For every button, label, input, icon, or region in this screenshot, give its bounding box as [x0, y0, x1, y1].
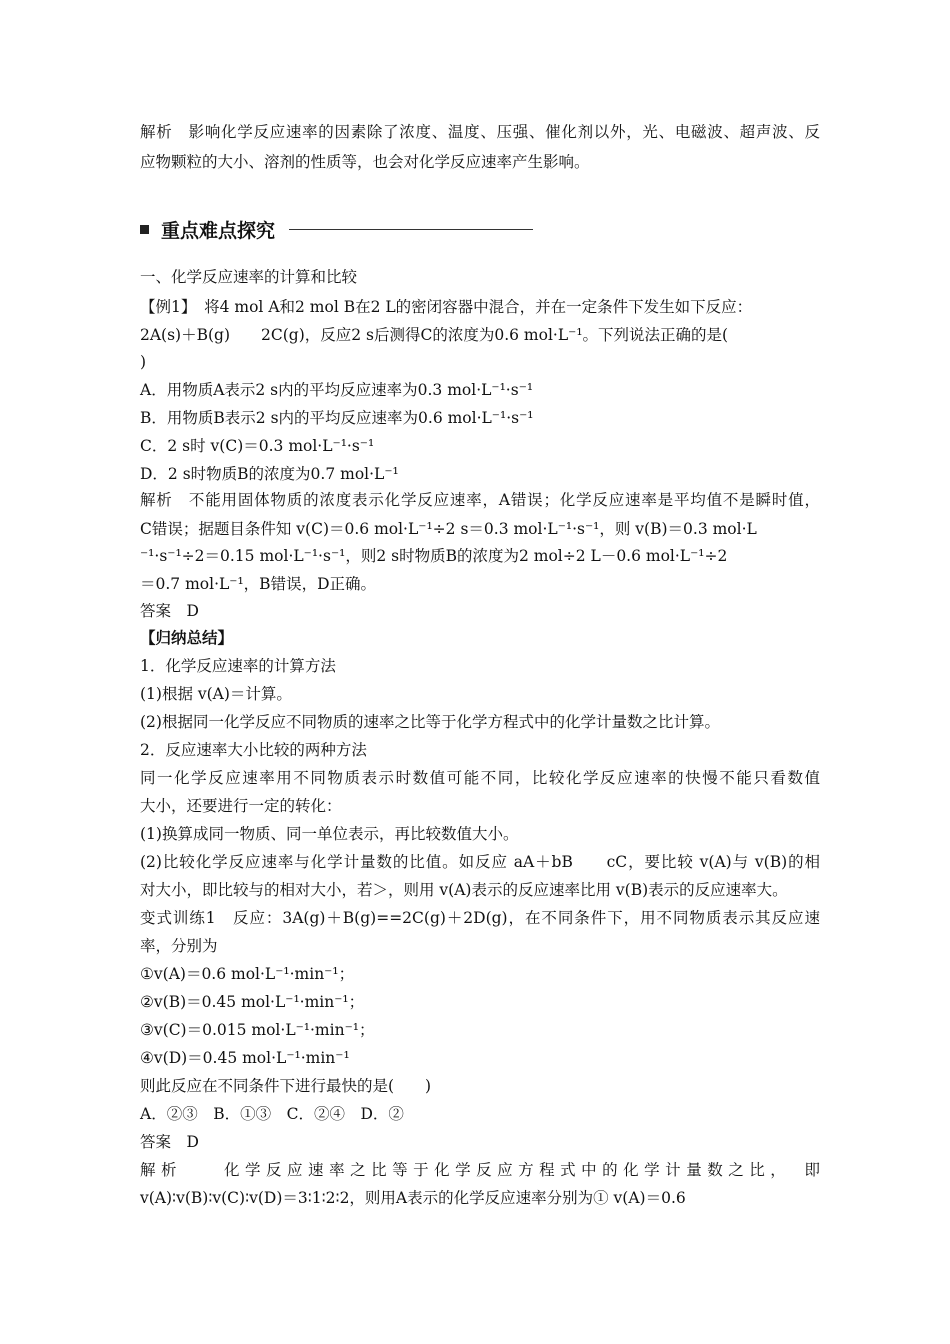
analysis-line-3: ⁻¹·s⁻¹÷2＝0.15 mol·L⁻¹·s⁻¹，则2 s时物质B的浓度为2 mol÷2 L－0.6 mol·L⁻¹÷2	[140, 547, 728, 565]
subsection-heading: 一、化学反应速率的计算和比较	[140, 268, 358, 286]
analysis-line-4: ＝0.7 mol·L⁻¹，B错误，D正确。	[140, 575, 376, 593]
summary-text-1: 同一化学反应速率用不同物质表示时数值可能不同，比较化学反应速率的快慢不能只看数值	[140, 769, 820, 787]
exercise-1-question-cont: 率，分别为	[140, 937, 218, 955]
summary-text-2: 大小，还要进行一定的转化：	[140, 797, 342, 815]
summary-item-1-2: (2)根据同一化学反应不同物质的速率之比等于化学方程式中的化学计量数之比计算。	[140, 713, 720, 731]
section-header	[140, 214, 533, 244]
example-1-equation: 2A(s)＋B(g) 2C(g)，反应2 s后测得C的浓度为0.6 mol·L⁻¹。下列说法正确的是(	[140, 326, 729, 344]
exercise-1-question: 变式训练1 反应：3A(g)＋B(g)==2C(g)＋2D(g)，在不同条件下，用不同物质表示其反应速	[140, 909, 820, 927]
example-1-paren: )	[140, 353, 147, 371]
option-a: A．用物质A表示2 s内的平均反应速率为0.3 mol·L⁻¹·s⁻¹	[140, 381, 534, 399]
exercise-1-prompt: 则此反应在不同条件下进行最快的是( )	[140, 1077, 432, 1095]
intro-line-1: 解析 影响化学反应速率的因素除了浓度、温度、压强、催化剂以外，光、电磁波、超声波、反	[140, 123, 820, 141]
section-rule	[289, 229, 533, 230]
summary-item-2-2-cont: 对大小，即比较与的相对大小，若＞，则用 v(A)表示的反应速率比用 v(B)表示的反应速率大。	[140, 881, 788, 899]
summary-heading: 【归纳总结】	[140, 628, 234, 647]
exercise-1-rate-1: ①v(A)＝0.6 mol·L⁻¹·min⁻¹；	[140, 965, 355, 983]
summary-item-2-1: (1)换算成同一物质、同一单位表示，再比较数值大小。	[140, 825, 519, 843]
summary-item-2: 2．反应速率大小比较的两种方法	[140, 741, 367, 759]
section-title: 重点难点探究	[161, 219, 276, 242]
answer-2: 答案 D	[140, 1133, 199, 1151]
option-c: C．2 s时 v(C)＝0.3 mol·L⁻¹·s⁻¹	[140, 437, 375, 455]
intro-line-2: 应物颗粒的大小、溶剂的性质等，也会对化学反应速率产生影响。	[140, 153, 590, 171]
analysis-line-1: 解析 不能用固体物质的浓度表示化学反应速率，A错误；化学反应速率是平均值不是瞬时值，	[140, 491, 820, 509]
summary-item-1-1: (1)根据 v(A)＝计算。	[140, 685, 292, 703]
analysis-2-line-1: 解析 化学反应速率之比等于化学反应方程式中的化学计量数之比， 即	[140, 1161, 820, 1179]
option-d: D．2 s时物质B的浓度为0.7 mol·L⁻¹	[140, 465, 399, 483]
example-1-question: 【例1】 将4 mol A和2 mol B在2 L的密闭容器中混合，并在一定条件下发生如下反应：	[140, 298, 753, 316]
square-bullet-icon	[140, 225, 149, 234]
summary-item-1: 1．化学反应速率的计算方法	[140, 657, 336, 675]
exercise-1-options: A．②③ B．①③ C．②④ D．②	[140, 1105, 404, 1123]
summary-item-2-2: (2)比较化学反应速率与化学计量数的比值。如反应 aA＋bB cC，要比较 v(A)与 v(B)的相	[140, 853, 820, 871]
exercise-1-rate-4: ④v(D)＝0.45 mol·L⁻¹·min⁻¹	[140, 1049, 350, 1067]
analysis-2-line-2: v(A)∶v(B)∶v(C)∶v(D)＝3∶1∶2∶2，则用A表示的化学反应速率分别为① v(A)＝0.6	[140, 1189, 686, 1207]
analysis-line-2: C错误；据题目条件知 v(C)＝0.6 mol·L⁻¹÷2 s＝0.3 mol·L⁻¹·s⁻¹，则 v(B)＝0.3 mol·L	[140, 520, 757, 538]
option-b: B．用物质B表示2 s内的平均反应速率为0.6 mol·L⁻¹·s⁻¹	[140, 409, 534, 427]
exercise-1-rate-2: ②v(B)＝0.45 mol·L⁻¹·min⁻¹；	[140, 993, 365, 1011]
answer-1: 答案 D	[140, 602, 199, 620]
exercise-1-rate-3: ③v(C)＝0.015 mol·L⁻¹·min⁻¹；	[140, 1021, 375, 1039]
